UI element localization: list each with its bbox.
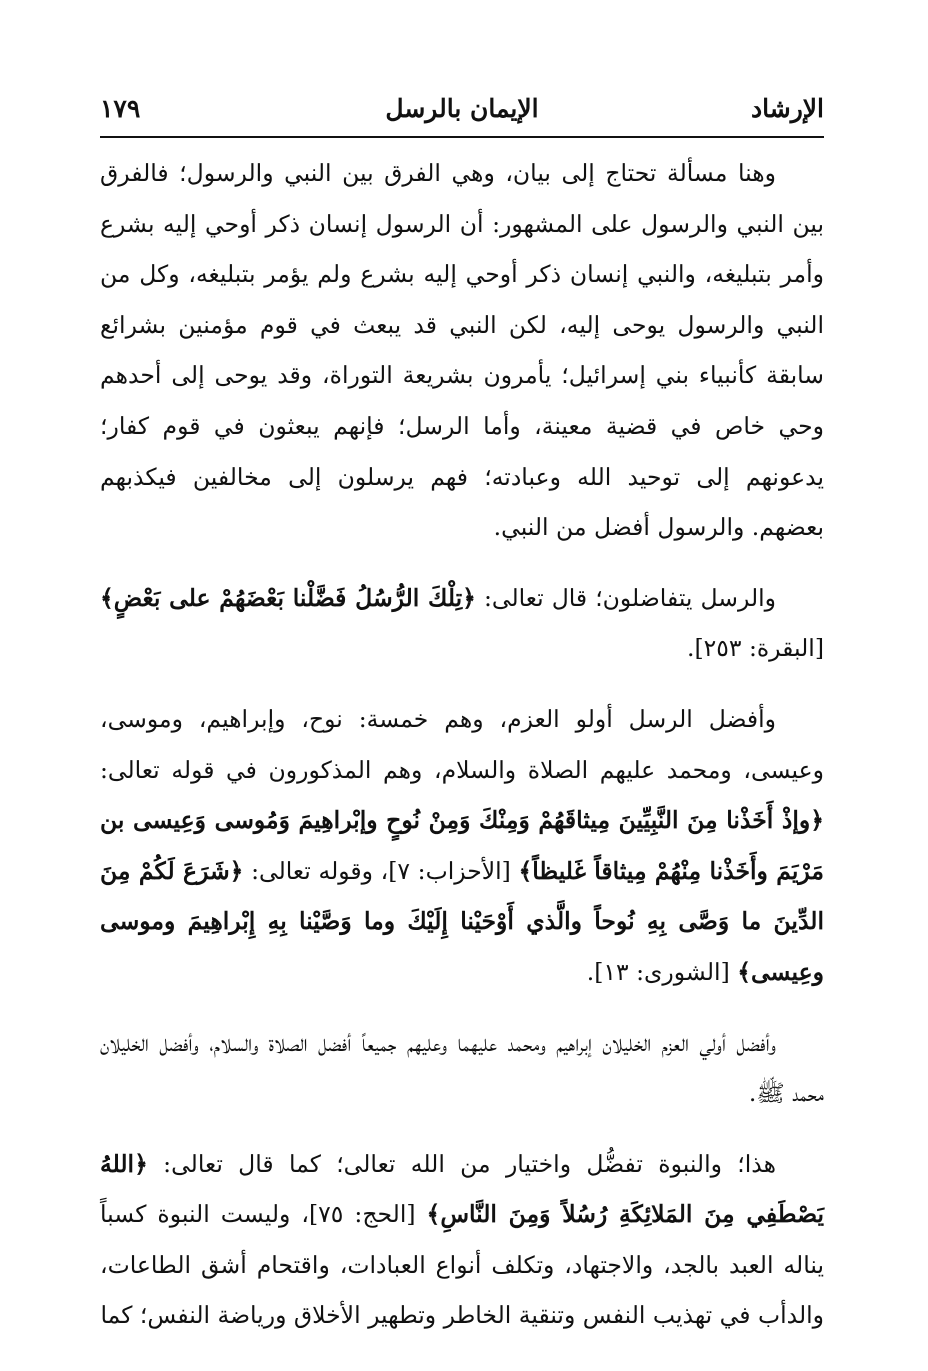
paragraph-khalilan	[100, 1018, 824, 1119]
page-number: ١٧٩	[100, 94, 141, 123]
quran-verse: ﴿شَرَعَ لَكُمْ مِنَ الدِّينَ ما وَصَّى بِهِ نُوحاً والَّذي أَوْحَيْنا إِلَيْكَ وما وَصَّيْنا بِهِ إِبْراهِيمَ وموسى وعِيسى﴾	[100, 856, 824, 986]
paragraph-prophethood-grace	[100, 1139, 824, 1341]
paragraph-text: وأفضل أولي العزم الخليلان إبراهيم ومحمد عليهما وعليهم جميعاً أفضل الصلاة والسلام، وأفضل الخليلان محمد ﷺ.	[100, 1028, 824, 1108]
quran-verse: ﴿وإذْ أَخَذْنا مِنَ النَّبِيِّينَ مِيثاقَهُمْ وَمِنْكَ وَمِنْ نُوحٍ وإبْراهِيمَ وَمُوسى وَعِيسى بن مَرْيَمَ وأَخَذْنا مِنْهُمْ مِيثاقاً غَليظاً﴾	[100, 806, 824, 885]
chapter-title: الإيمان بالرسل	[385, 94, 539, 123]
paragraph-text: وأفضل الرسل أولو العزم، وهم خمسة: نوح، وإبراهيم، وموسى، وعيسى، ومحمد عليهم الصلاة والسلام، وهم المذكورون في قوله تعالى:	[100, 704, 824, 784]
paragraph-ulul-azm	[100, 694, 824, 998]
verse-reference: [الأحزاب: ٧]، وقوله تعالى:	[243, 856, 519, 885]
verse-reference: [البقرة: ٢٥٣].	[686, 634, 824, 663]
paragraph-text: وهنا مسألة تحتاج إلى بيان، وهي الفرق بين النبي والرسول؛ فالفرق بين النبي والرسول على المشهور: أن الرسول إنسان ذكر أوحي إليه بشرع وأمر بتبليغه، والنبي إنسان ذكر أوحي إليه بشرع ولم يؤمر بتبليغه، وكل من النبي والرسول يوحى إليه، لكن النبي قد يبعث في قوم مؤمنين بشرائع سابقة كأنبياء بني إسرائيل؛ يأمرون بشريعة التوراة، وقد يوحى إلى أحدهم وحي خاص في قضية معينة، وأما الرسل؛ فإنهم يبعثون في قوم كفار؛ يدعونهم إلى توحيد الله وعبادته؛ فهم يرسلون إلى مخالفين فيكذبهم بعضهم. والرسول أفضل من النبي.	[100, 159, 824, 542]
verse-reference: [الشورى: ١٣].	[586, 957, 738, 986]
page-header	[100, 92, 824, 138]
book-title: الإرشاد	[751, 94, 824, 123]
quran-verse: ﴿تِلْكَ الرُّسُلُ فَضَّلْنا بَعْضَهُمْ على بَعْضٍ﴾	[100, 583, 476, 612]
paragraph-text: [الحج: ٧٥]، وليست النبوة كسباً يناله العبد بالجد، والاجتهاد، وتكلف أنواع العبادات، واقتحام أشق الطاعات، والدأب في تهذيب النفس وتنقية الخاطر وتطهير الأخلاق ورياضة النفس؛ كما	[100, 1200, 824, 1330]
paragraph-messengers-ranking	[100, 573, 824, 674]
paragraph-text: والرسل يتفاضلون؛ قال تعالى:	[475, 583, 776, 612]
page-body	[100, 148, 824, 1341]
paragraph-text: هذا؛ والنبوة تفضُّل واختيار من الله تعالى؛ كما قال تعالى:	[147, 1149, 776, 1178]
paragraph-prophet-messenger-difference	[100, 148, 824, 553]
quran-verse: ﴿اللهُ يَصْطَفِي مِنَ المَلائِكَةِ رُسُلاً وَمِنَ النَّاسِ﴾	[100, 1149, 824, 1229]
